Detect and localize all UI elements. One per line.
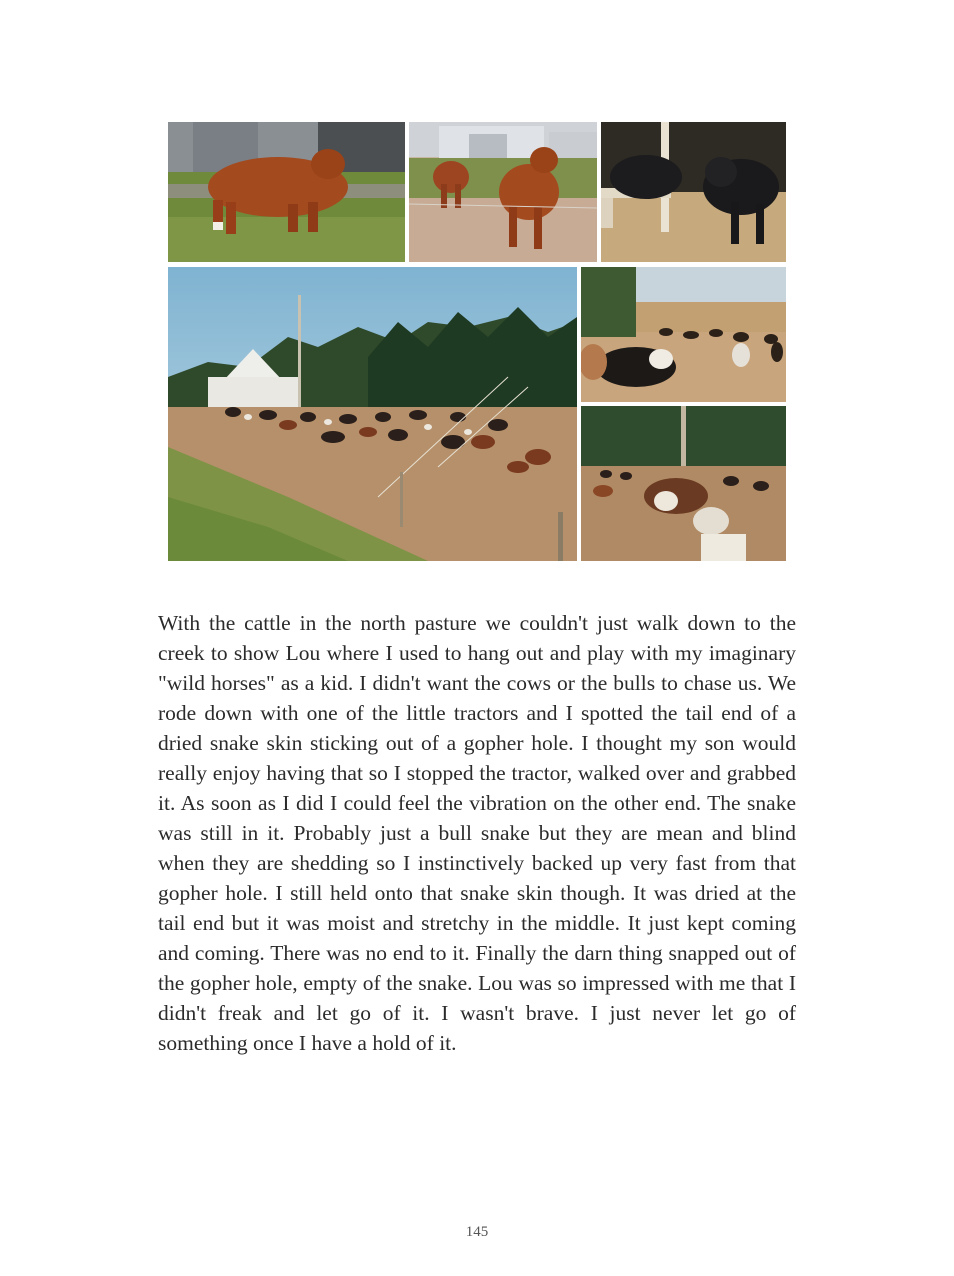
photo-cattle-lot bbox=[581, 267, 786, 402]
body-paragraph: With the cattle in the north pasture we couldn't just walk down to the creek to show Lou where I used to hang out and play with my imaginary "wild horses" as a kid. I didn't want the cows or the bulls to chase us. We rode down with one of the little tractors and I spotted the tail end of a dried snake skin sticking out of a gopher hole. I thought my son would really enjoy having that so I stopped the tractor, walked over and grabbed it. As soon as I did I could feel the vibration on the other end. The snake was still in it. Probably just a bull snake but they are mean and blind when they are shedding so I instinctively backed up very fast from that gopher hole. I still held onto that snake skin though. It was dried at the tail end but it was moist and stretchy in the middle. It just kept coming and coming. There was no end to it. Finally the darn thing snapped out of the gopher hole, empty of the snake. Lou was so impressed with me that I didn't freak and let go of it. I wasn't brave. I just never let go of something once I have a hold of it. bbox=[158, 611, 796, 1055]
photo-herd-with-barn bbox=[168, 267, 577, 561]
page-number: 145 bbox=[465, 1224, 489, 1240]
photo-red-bull bbox=[168, 122, 405, 262]
photo-two-red-bulls bbox=[409, 122, 597, 262]
photo-black-cattle bbox=[601, 122, 786, 262]
photo-cattle-and-cat bbox=[581, 406, 786, 561]
